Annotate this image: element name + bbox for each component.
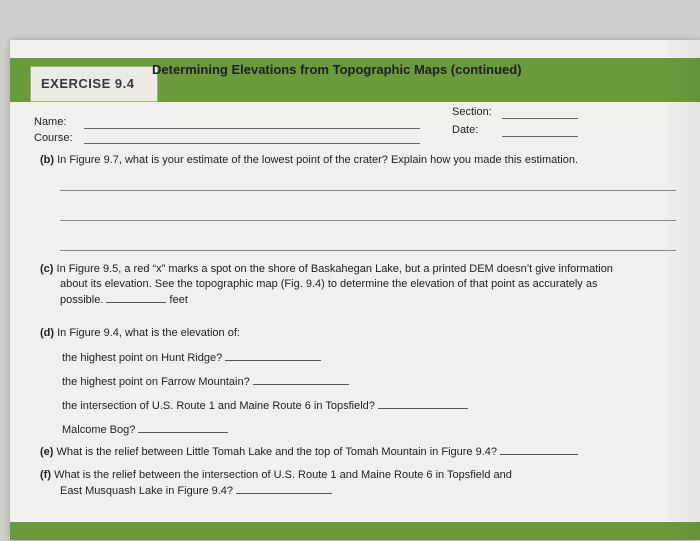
answer-line-b-1[interactable] — [60, 190, 676, 191]
item-text: Malcome Bog? — [62, 424, 136, 436]
answer-blank-d-3[interactable] — [378, 398, 468, 409]
question-text: What is the relief between Little Tomah Lake and the top of Tomah Mountain in Figure 9.4? — [56, 446, 497, 458]
answer-line-b-3[interactable] — [60, 250, 676, 251]
list-item — [62, 398, 468, 414]
date-label: Date: — [452, 124, 479, 136]
question-text-line1: What is the relief between the intersection of U.S. Route 1 and Maine Route 6 in Topsfield and — [54, 469, 512, 481]
date-field[interactable] — [502, 136, 578, 137]
section-label: Section: — [452, 106, 492, 118]
question-f — [40, 468, 690, 499]
answer-blank-f[interactable] — [236, 483, 332, 494]
question-text-line2: about its elevation. See the topographic map (Fig. 9.4) to determine the elevation of that point as accurately as — [60, 278, 598, 290]
exercise-tag — [30, 66, 158, 102]
question-text: In Figure 9.4, what is the elevation of: — [57, 327, 240, 339]
question-letter: (f) — [40, 469, 51, 481]
question-b — [40, 153, 670, 168]
section-field[interactable] — [502, 118, 578, 119]
exercise-label: EXERCISE 9.4 — [41, 76, 135, 91]
list-item — [62, 422, 228, 438]
answer-blank-d-4[interactable] — [138, 422, 228, 433]
list-item — [62, 350, 321, 366]
question-text-line3: possible. — [60, 294, 104, 306]
question-c — [40, 262, 680, 308]
question-letter: (d) — [40, 327, 55, 339]
question-d — [40, 326, 680, 341]
unit-label: feet — [169, 294, 188, 306]
name-field[interactable] — [84, 128, 420, 129]
question-text: In Figure 9.7, what is your estimate of the lowest point of the crater? Explain how you made this estimation. — [57, 154, 579, 166]
item-text: the highest point on Hunt Ridge? — [62, 352, 223, 364]
list-item — [62, 374, 349, 390]
course-field[interactable] — [84, 143, 420, 144]
worksheet-page — [10, 40, 700, 540]
answer-blank-d-2[interactable] — [253, 374, 349, 385]
question-letter: (e) — [40, 446, 54, 458]
question-text-line2: East Musquash Lake in Figure 9.4? — [60, 485, 234, 497]
exercise-title: Determining Elevations from Topographic Maps (continued) — [152, 62, 522, 77]
item-text: the highest point on Farrow Mountain? — [62, 376, 250, 388]
footer-band — [10, 522, 700, 540]
course-label: Course: — [34, 132, 73, 144]
question-text-line1: In Figure 9.5, a red “x” marks a spot on the shore of Baskahegan Lake, but a printed DEM doesn’t give information — [56, 263, 613, 275]
answer-blank-c[interactable] — [106, 292, 166, 303]
answer-line-b-2[interactable] — [60, 220, 676, 221]
item-text: the intersection of U.S. Route 1 and Maine Route 6 in Topsfield? — [62, 400, 375, 412]
answer-blank-d-1[interactable] — [225, 350, 321, 361]
answer-blank-e[interactable] — [500, 444, 578, 455]
question-letter: (b) — [40, 154, 55, 166]
page-shadow — [664, 40, 700, 540]
question-letter: (c) — [40, 263, 54, 275]
question-e — [40, 444, 690, 460]
name-label: Name: — [34, 116, 67, 128]
